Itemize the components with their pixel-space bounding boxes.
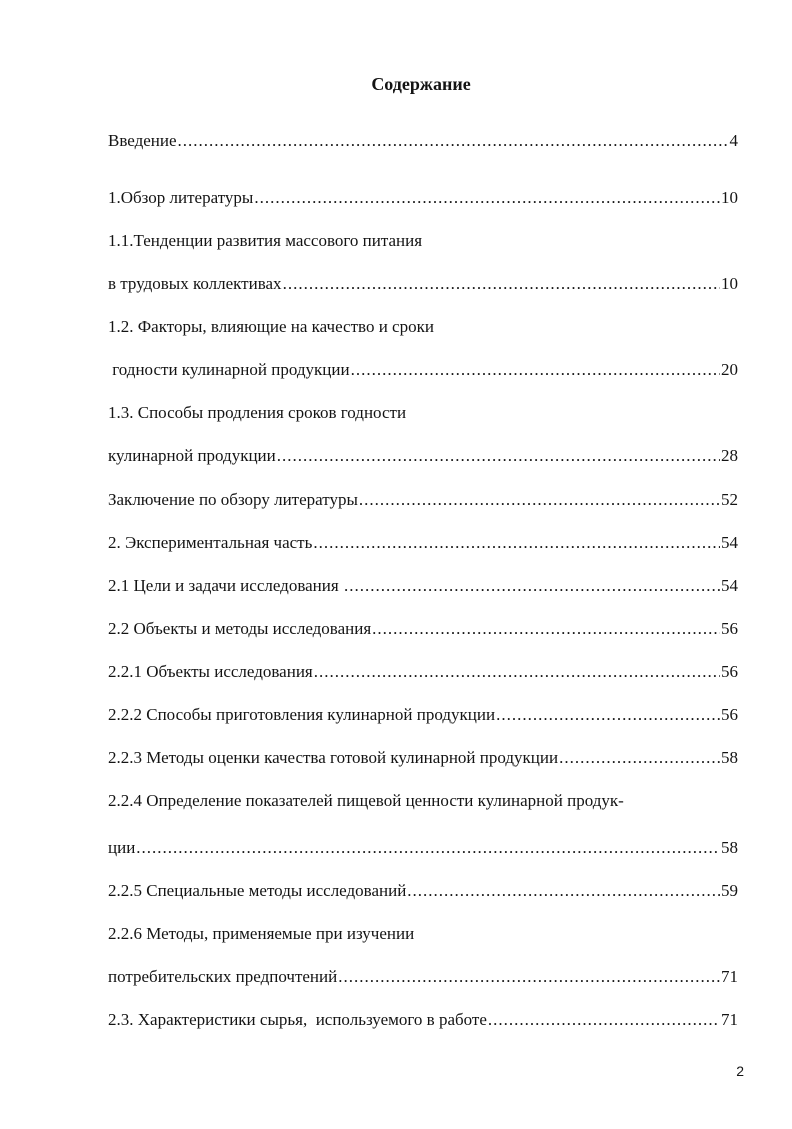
toc-entry [108, 701, 738, 729]
toc-leader-dots [277, 442, 720, 470]
toc-entry-page: 52 [721, 490, 738, 509]
toc-entry-page: 54 [721, 533, 738, 552]
toc-leader-dots [178, 127, 729, 155]
toc-entry-title: кулинарной продукции [108, 446, 276, 465]
toc-entry [108, 486, 738, 514]
toc-leader-dots [351, 356, 720, 384]
toc-entry-page: 4 [729, 131, 738, 150]
toc-entry [108, 356, 738, 384]
toc-entry [108, 744, 738, 772]
toc-entry-page: 20 [721, 360, 738, 379]
toc-entry [108, 920, 738, 948]
toc-entry-title: 2.2.4 Определение показателей пищевой ценности кулинарной продук- [108, 791, 624, 810]
page-title: Содержание [371, 74, 471, 94]
toc-entry [108, 184, 738, 212]
toc-leader-dots [344, 572, 720, 600]
toc-entry-title: потребительских предпочтений [108, 967, 338, 986]
toc-entry [108, 787, 738, 815]
toc-entry-page: 56 [721, 619, 738, 638]
toc-entry-page: 58 [721, 838, 738, 857]
toc-entry-page: 28 [721, 446, 738, 465]
toc-entry-title: 2. Экспериментальная часть [108, 533, 313, 552]
toc-entry [108, 227, 738, 255]
toc-leader-dots [283, 270, 720, 298]
toc-entry-title: 1.Обзор литературы [108, 188, 254, 207]
toc-entry [108, 313, 738, 341]
toc-entry-title: 2.2.2 Способы приготовления кулинарной продукции [108, 705, 496, 724]
toc-leader-dots [496, 701, 720, 729]
toc-entry-title: годности кулинарной продукции [108, 360, 350, 379]
toc-entry-title: Заключение по обзору литературы [108, 490, 358, 509]
toc-entry-page: 56 [721, 662, 738, 681]
toc-entry-title: 1.3. Способы продления сроков годности [108, 403, 407, 422]
toc-leader-dots [559, 744, 720, 772]
toc-entry-page: 59 [721, 881, 738, 900]
toc-entry-title: ции [108, 838, 136, 857]
toc-leader-dots [359, 486, 720, 514]
toc-entry [108, 615, 738, 643]
toc-entry-title: 2.2 Объекты и методы исследования [108, 619, 372, 638]
toc-entry-page: 71 [721, 967, 738, 986]
toc-leader-dots [314, 658, 720, 686]
toc-entry-page: 10 [721, 188, 738, 207]
toc-entry [108, 529, 738, 557]
toc-entry-title: 1.2. Факторы, влияющие на качество и сроки [108, 317, 434, 336]
toc-entry-title: 2.3. Характеристики сырья, используемого в работе [108, 1010, 487, 1029]
toc-entry [108, 877, 738, 905]
toc-leader-dots [254, 184, 720, 212]
toc-leader-dots [136, 834, 720, 862]
toc-entry-page: 58 [721, 748, 738, 767]
toc-entry [108, 1006, 738, 1034]
toc-entry-title: 2.2.1 Объекты исследования [108, 662, 313, 681]
toc-leader-dots [372, 615, 720, 643]
page-number: 2 [736, 1063, 744, 1079]
toc-entry [108, 834, 738, 862]
toc-entry-title: 2.2.6 Методы, применяемые при изучении [108, 924, 415, 943]
toc-entry-title: 2.1 Цели и задачи исследования [108, 576, 343, 595]
toc-entry [108, 442, 738, 470]
toc-entry-title: 1.1.Тенденции развития массового питания [108, 231, 423, 250]
toc-leader-dots [338, 963, 720, 991]
toc-entry-page: 10 [721, 274, 738, 293]
toc-entry-page: 71 [721, 1010, 738, 1029]
toc-entry-title: в трудовых коллективах [108, 274, 282, 293]
toc-entry [108, 572, 738, 600]
toc-entry-page: 56 [721, 705, 738, 724]
toc-leader-dots [488, 1006, 720, 1034]
toc-entry [108, 399, 738, 427]
toc-entry-page: 54 [721, 576, 738, 595]
toc-leader-dots [313, 529, 720, 557]
toc-entry-title: 2.2.3 Методы оценки качества готовой кулинарной продукции [108, 748, 559, 767]
toc-entry [108, 127, 738, 155]
toc-leader-dots [407, 877, 720, 905]
toc-entry-title: 2.2.5 Специальные методы исследований [108, 881, 407, 900]
toc-entry [108, 270, 738, 298]
toc-entry [108, 658, 738, 686]
toc-entry-title: Введение [108, 131, 177, 150]
toc-entry [108, 963, 738, 991]
